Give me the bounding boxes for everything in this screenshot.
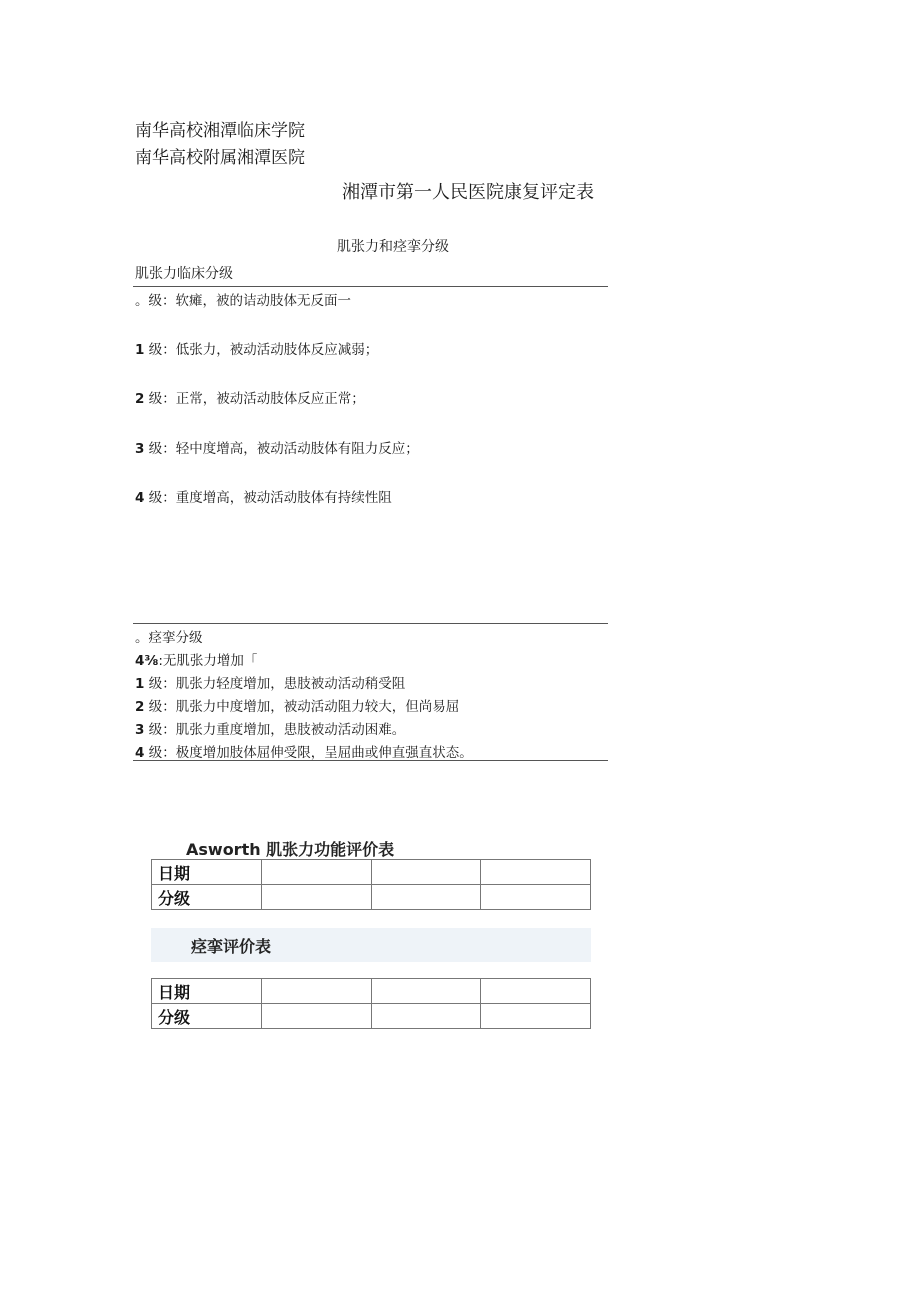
spasm-grade-item: 1 级：肌张力轻度增加，患肢被动活动稍受阻	[135, 676, 406, 692]
tone-grade-item: 3 级：轻中度增高，被动活动肢体有阻力反应；	[135, 441, 419, 457]
tone-grade-item: 4 级：重度增高，被动活动肢体有持续性阻	[135, 490, 392, 506]
spasm-section-heading: 。痉挛分级	[135, 630, 203, 646]
table-cell[interactable]	[262, 1004, 372, 1029]
table-cell[interactable]	[262, 979, 372, 1004]
table-cell[interactable]	[262, 860, 372, 885]
divider	[133, 760, 608, 761]
divider	[133, 286, 608, 287]
table-cell[interactable]	[481, 1004, 591, 1029]
divider	[133, 623, 608, 624]
spasm-evaluation-table	[151, 978, 591, 1029]
table-cell[interactable]	[481, 979, 591, 1004]
tone-grade-item: 1 级：低张力，被动活动肢体反应减弱；	[135, 342, 379, 358]
table-cell[interactable]	[371, 885, 481, 910]
table-row	[152, 885, 591, 910]
row-label: 日期	[152, 860, 262, 885]
table-cell[interactable]	[262, 885, 372, 910]
spasm-grade-item: 3 级：肌张力重度增加，患肢被动活动困难。	[135, 722, 406, 738]
document-title: 湘潭市第一人民医院康复评定表	[342, 182, 594, 203]
institution-name-1: 南华高校湘潭临床学院	[135, 121, 305, 141]
asworth-table-title: Asworth 肌张力功能评价表	[186, 840, 395, 859]
document-subtitle: 肌张力和痉挛分级	[337, 239, 449, 255]
table-cell[interactable]	[371, 979, 481, 1004]
spasm-grade-item: 2 级：肌张力中度增加，被动活动阻力较大，但尚易屈	[135, 699, 460, 715]
row-label: 分级	[152, 1004, 262, 1029]
table-row	[152, 860, 591, 885]
table-cell[interactable]	[481, 885, 591, 910]
row-label: 分级	[152, 885, 262, 910]
table-cell[interactable]	[371, 1004, 481, 1029]
table-row	[152, 979, 591, 1004]
row-label: 日期	[152, 979, 262, 1004]
asworth-evaluation-table	[151, 859, 591, 910]
tone-section-heading: 肌张力临床分级	[135, 266, 233, 282]
table-cell[interactable]	[371, 860, 481, 885]
spasm-table-title: 痉挛评价表	[191, 937, 272, 956]
tone-grade-item: 2 级：正常，被动活动肢体反应正常；	[135, 391, 365, 407]
spasm-grade-item: 4⅜:无肌张力增加「	[135, 653, 258, 669]
tone-grade-item: 。级：软瘫，被的诘动肢体无反面一	[135, 293, 351, 309]
table-row	[152, 1004, 591, 1029]
institution-name-2: 南华高校附属湘潭医院	[135, 148, 305, 168]
spasm-grade-item: 4 级：极度增加肢体屈伸受限，呈屈曲或伸直强直状态。	[135, 745, 473, 761]
table-cell[interactable]	[481, 860, 591, 885]
